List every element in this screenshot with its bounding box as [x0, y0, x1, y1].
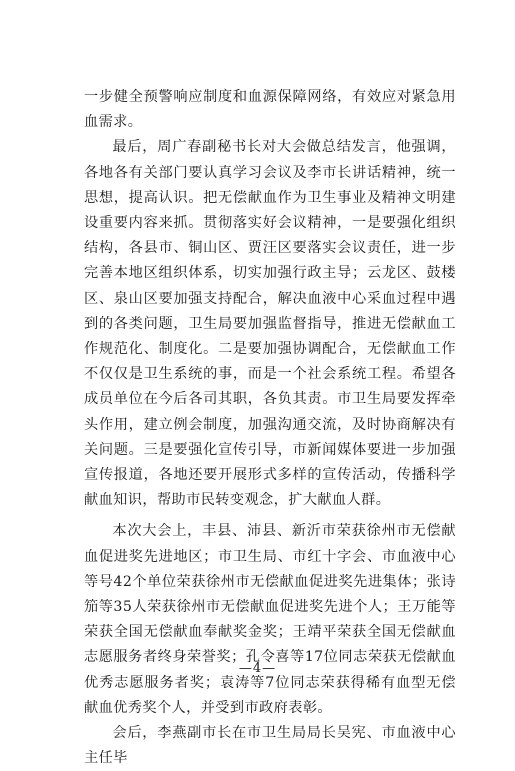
page-number: —4—	[238, 661, 277, 676]
paragraph-summary-speech: 最后，周广春副秘书长对大会做总结发言，他强调，各地各有关部门要认真学习会议及李市长讲话精神，统一思想，提高认识。把无偿献血作为卫生事业及精神文明建设重要内容来抓。贯彻落实好会议精神，一是要强化组织结构，各县市、铜山区、贾汪区要落实会议责任，进一步完善本地区组织体系，切实加强行政主导；云龙区、鼓楼区、泉山区要加强支持配合，解决血液中心采血过程中遇到的各类问题，卫生局要加强监督指导，推进无偿献血工作规范化、制度化。二是要加强协调配合，无偿献血工作不仅仅是卫生系统的事，而是一个社会系统工程。希望各成员单位在今后各司其职，各负其责。市卫生局要发挥牵头作用，建立例会制度，加强沟通交流，及时协商解决有关问题。三是要强化宣传引导，市新闻媒体要进一步加强宣传报道，各地还要开展形式多样的宣传活动，传播科学献血知识，帮助市民转变观念，扩大献血人群。	[84, 139, 456, 509]
paragraph-awards: 本次大会上，丰县、沛县、新沂市荣获徐州市无偿献血促进奖先进地区；市卫生局、市红十字会、市血液中心等号42个单位荣获徐州市无偿献血促进奖先进集体；张诗笳等35人荣获徐州市无偿献血促进奖先进个人；王万能等荣获全国无偿献血奉献奖金奖；王靖平荣获全国无偿献血志愿服务者终身荣誉奖；孔令喜等17位同志荣获无偿献血优秀志愿服务者奖；袁涛等7位同志荣获得稀有血型无偿献血优秀奖个人，并受到市政府表彰。	[84, 523, 456, 716]
paragraph-continuation: 一步健全预警响应制度和血源保障网络，有效应对紧急用血需求。	[84, 89, 456, 131]
paragraph-after-meeting: 会后，李燕副市长在市卫生局局长吴宪、市血液中心主任毕	[84, 725, 456, 767]
